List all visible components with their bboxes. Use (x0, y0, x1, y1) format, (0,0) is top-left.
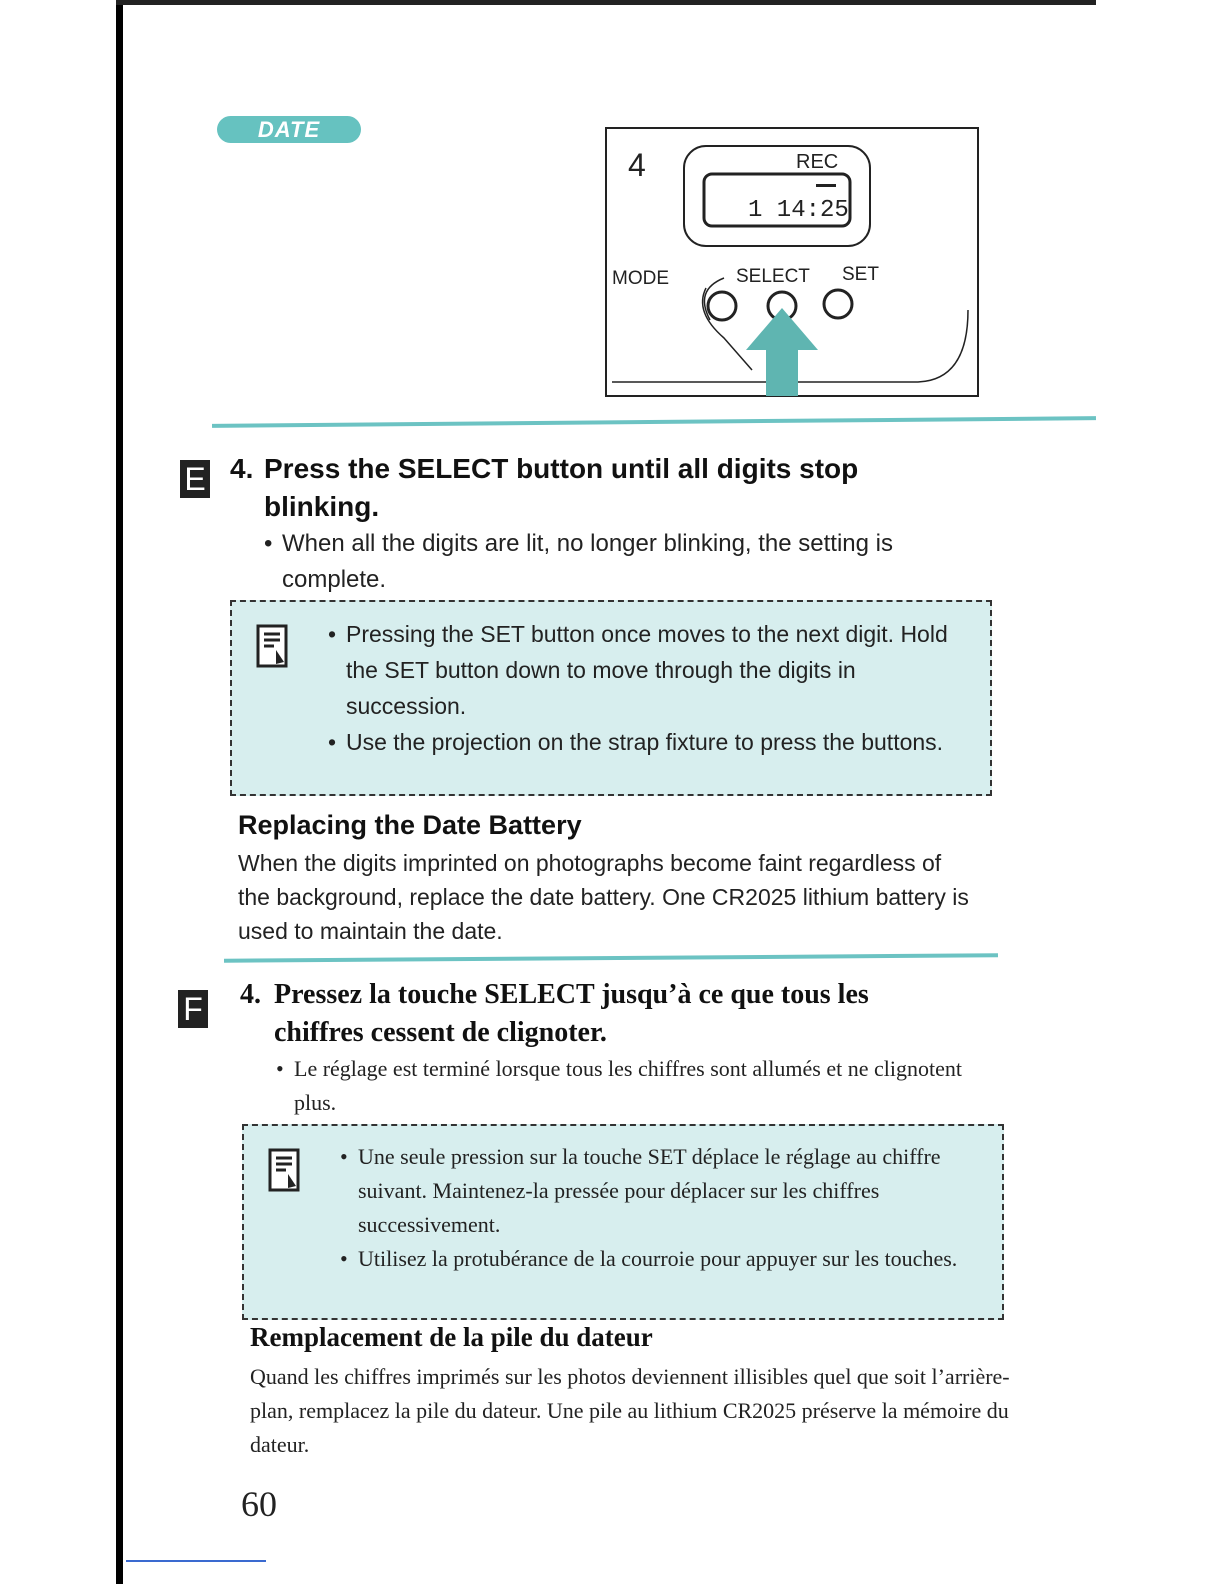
note-item: • Une seule pression sur la touche SET déplace le réglage au chiffre suivant. Maintenez-la pressée pour déplacer sur les chiffres successivement. (340, 1144, 941, 1237)
english-step-text: Press the SELECT button until all digits stop blinking. (264, 453, 859, 522)
note-item-text: Une seule pression sur la touche SET déplace le réglage au chiffre suivant. Maintenez-la pressée pour déplacer sur les chiffres successivement. (358, 1144, 941, 1237)
page-number: 60 (241, 1484, 277, 1524)
english-note-list (328, 616, 970, 760)
english-step-bullet: • When all the digits are lit, no longer blinking, the setting is complete. (264, 526, 994, 598)
set-button (824, 290, 852, 318)
note-item: • Pressing the SET button once moves to the next digit. Hold the SET button down to move through the digits in succession. (328, 621, 948, 719)
camera-back-illustration (598, 120, 990, 410)
note-icon (268, 1148, 302, 1192)
french-step-bullet: • Le réglage est terminé lorsque tous les chiffres sont allumés et ne clignotent plus. (276, 1052, 996, 1120)
note-item-text: Pressing the SET button once moves to the next digit. Hold the SET button down to move through the digits in succession. (346, 621, 948, 719)
note-item-text: Utilisez la protubérance de la courroie pour appuyer sur les touches. (358, 1246, 958, 1271)
french-step-title (240, 976, 960, 1052)
french-note-box (242, 1124, 1004, 1320)
french-note-list (340, 1140, 982, 1276)
camera-panel-drawing (598, 120, 990, 410)
lcd-display-value: 1 14:25 (748, 197, 849, 224)
note-item: • Utilisez la protubérance de la courroie pour appuyer sur les touches. (340, 1246, 958, 1271)
english-step-number: 4. (230, 453, 254, 484)
page-left-margin (0, 0, 123, 1584)
english-language-badge: E (180, 460, 210, 498)
figure-step-number: 4 (628, 147, 646, 183)
english-subheading: Replacing the Date Battery (238, 810, 582, 840)
english-note-box (230, 600, 992, 796)
french-paragraph: Quand les chiffres imprimés sur les photos deviennent illisibles quel que soit l’arrière-plan, remplacez la pile du dateur. Une pile au lithium CR2025 préserve la mémoire du dateur. (250, 1364, 1010, 1457)
page-right-margin (1096, 0, 1224, 1584)
page-bottom-mark (126, 1560, 266, 1562)
date-section-tag: DATE (217, 116, 361, 143)
rec-label: REC (796, 151, 839, 173)
english-step-title (230, 450, 950, 526)
mode-label: MODE (612, 268, 669, 289)
french-step-text: Pressez la touche SELECT jusqu’à ce que tous les chiffres cessent de clignoter. (274, 979, 869, 1048)
french-language-badge: F (178, 990, 208, 1028)
set-label: SET (842, 264, 879, 285)
english-paragraph: When the digits imprinted on photographs become faint regardless of the background, replace the date battery. One CR2025 lithium battery is used to maintain the date. (238, 850, 969, 944)
lcd-segment-mark (816, 184, 836, 187)
french-step-number: 4. (240, 979, 261, 1010)
french-bullet-text: Le réglage est terminé lorsque tous les chiffres sont allumés et ne clignotent plus. (294, 1056, 962, 1115)
english-bullet-text: When all the digits are lit, no longer blinking, the setting is complete. (282, 530, 894, 593)
note-item-text: Use the projection on the strap fixture to press the buttons. (346, 729, 944, 755)
french-subheading: Remplacement de la pile du dateur (250, 1322, 653, 1352)
mode-button (708, 292, 736, 320)
select-label: SELECT (736, 266, 810, 287)
note-item: • Use the projection on the strap fixture to press the buttons. (328, 729, 944, 755)
note-icon (256, 624, 290, 668)
